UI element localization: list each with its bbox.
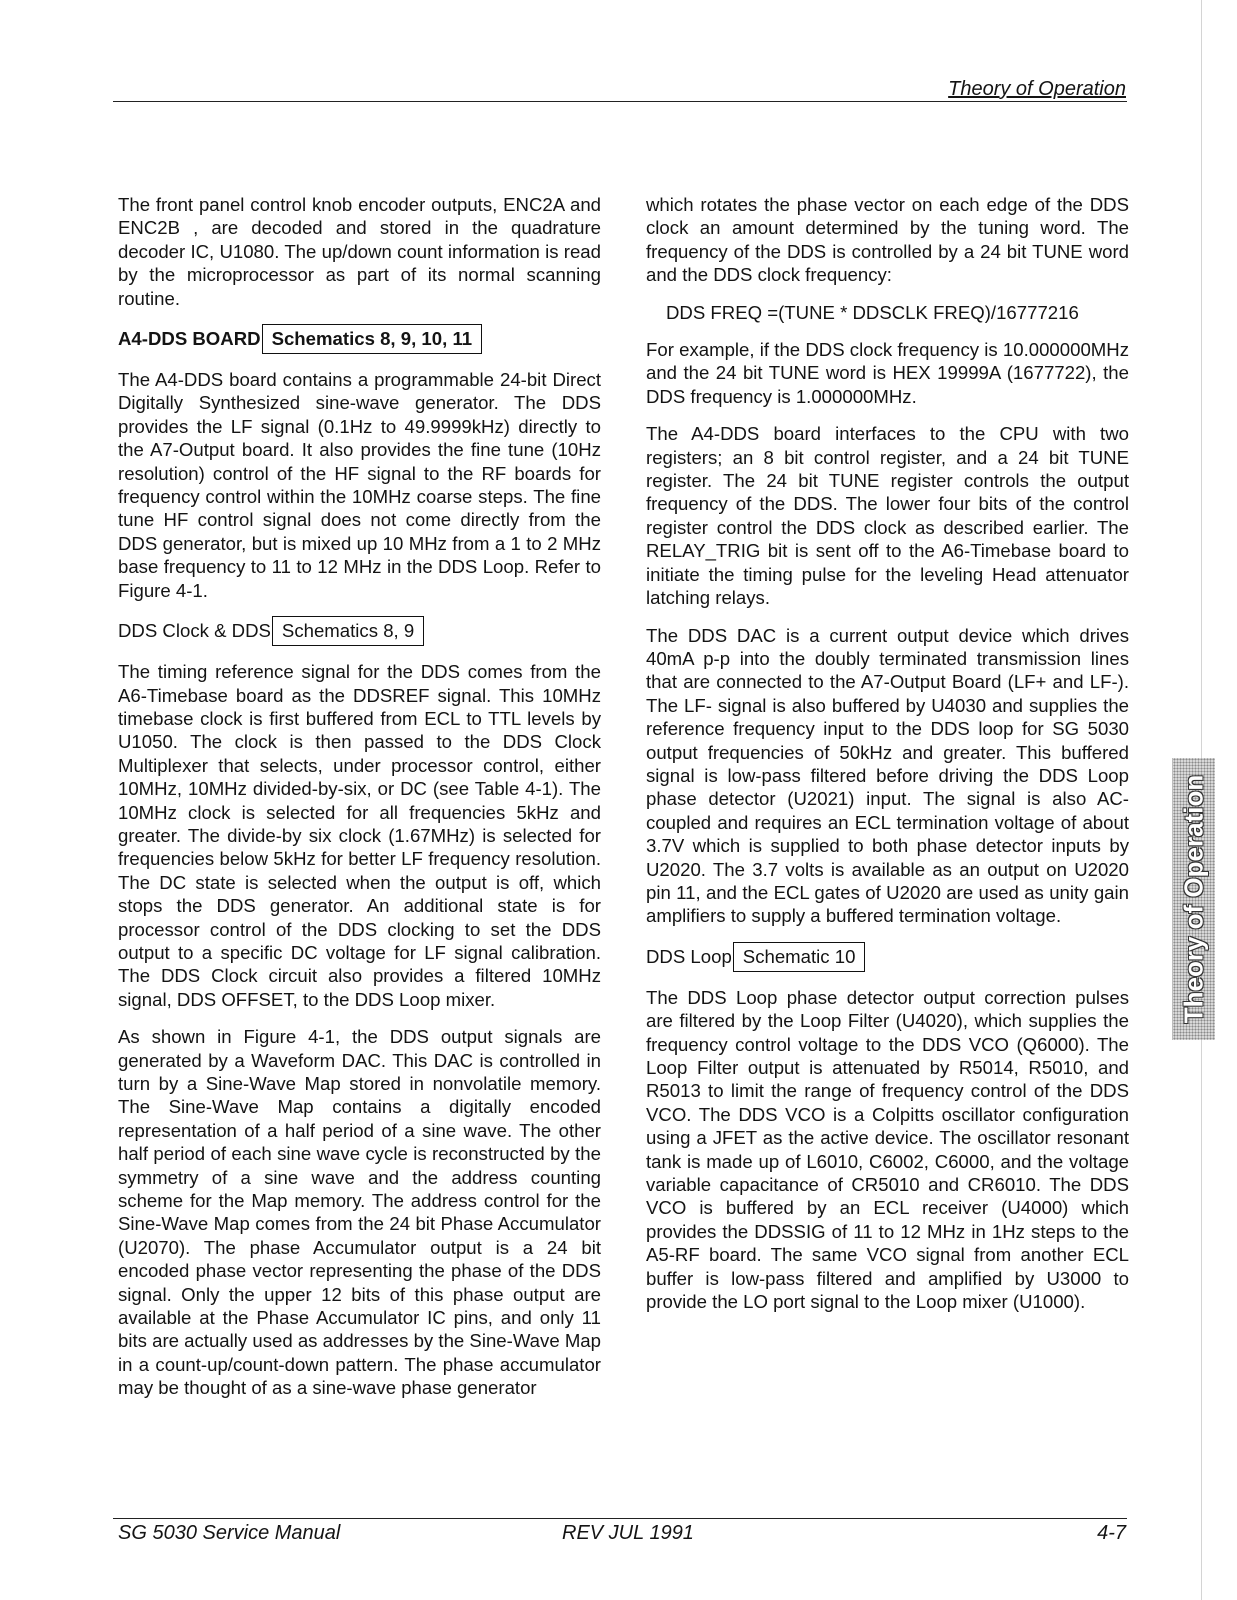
- header-rule: [113, 101, 1127, 102]
- a4-dds-paragraph: The A4-DDS board contains a programmable 24-bit Direct Digitally Synthesized sine-wave generator. The DDS provides the LF signal (0.1Hz to 49.9999kHz) directly to the A7-Output board. It also provides the fine tune (10Hz resolution) control of the HF signal to the RF boards for frequency control within the 10MHz coarse steps. The fine tune HF control signal does not come directly from the DDS generator, but is mixed up 10 MHz from a 1 to 2 MHz base frequency to 11 to 12 MHz in the DDS Loop. Refer to Figure 4-1.: [118, 369, 601, 601]
- footer-manual-title: SG 5030 Service Manual: [118, 1522, 341, 1544]
- chapter-thumb-tab-label: Theory of Operation: [1178, 774, 1209, 1024]
- schematic-reference-box: Schematics 8, 9: [272, 616, 424, 646]
- dds-loop-paragraph: The DDS Loop phase detector output correction pulses are filtered by the Loop Filter (U4020), which supplies the frequency control voltage to the DDS VCO (Q6000). The Loop Filter output is attenuated by R5014, R5010, and R5013 to limit the range of frequency control of the DDS VCO. The DDS VCO is a Colpitts oscillator configuration using a JFET as the active device. The oscillator resonant tank is made up of L6010, C6002, C6000, and the voltage variable capacitance of CR5010 and CR6010. The DDS VCO is buffered by an ECL receiver (U4000) which provides the DDSSIG of 11 to 12 MHz in 1Hz steps to the A5-RF board. The same VCO signal from another ECL buffer is low-pass filtered and amplified by U3000 to provide the LO port signal to the Loop mixer (U1000).: [646, 986, 1129, 1313]
- schematic-reference-box: Schematics 8, 9, 10, 11: [262, 324, 483, 354]
- section-title: A4-DDS BOARD: [118, 328, 261, 350]
- schematic-reference-box: Schematic 10: [733, 942, 866, 972]
- section-title: DDS Loop: [646, 945, 732, 967]
- cpu-interface-paragraph: The A4-DDS board interfaces to the CPU with two registers; an 8 bit control register, and a 24 bit TUNE register. The 24 bit TUNE register controls the output frequency of the DDS. The lower four bits of the control register control the DDS clock as described earlier. The RELAY_TRIG bit is sent off to the A6-Timebase board to initiate the timing pulse for the leveling Head attenuator latching relays.: [646, 423, 1129, 609]
- section-heading-dds-clock: [118, 616, 601, 646]
- left-column: [118, 193, 601, 1414]
- footer-rule: [113, 1518, 1127, 1519]
- section-heading-a4-dds-board: [118, 324, 601, 354]
- footer-revision: REV JUL 1991: [562, 1522, 694, 1544]
- page-number: 4-7: [1097, 1522, 1126, 1544]
- intro-paragraph: The front panel control knob encoder outputs, ENC2A and ENC2B , are decoded and stored in the quadrature decoder IC, U1080. The up/down count information is read by the microprocessor as part of its normal scanning routine.: [118, 194, 601, 309]
- dds-dac-paragraph: The DDS DAC is a current output device which drives 40mA p-p into the doubly terminated transmission lines that are connected to the A7-Output Board (LF+ and LF-). The LF- signal is also buffered by U4030 and supplies the reference frequency input to the DDS loop for SG 5030 output frequencies of 50kHz and greater. This buffered signal is low-pass filtered before driving the DDS Loop phase detector (U2021) input. The signal is also AC-coupled and requires an ECL termination voltage of about 3.7V which is supplied to both phase detector inputs by U2020. The 3.7 volts is available as an output on U2020 pin 11, and the ECL gates of U2020 are used as unity gain amplifiers to supply a buffered termination voltage.: [646, 624, 1129, 927]
- right-column: [646, 193, 1129, 1327]
- dds-clock-paragraph: The timing reference signal for the DDS comes from the A6-Timebase board as the DDSREF signal. This 10MHz timebase clock is first buffered from ECL to TTL levels by U1050. The clock is then passed to the DDS Clock Multiplexer that selects, under processor control, either 10MHz, 10MHz divided-by-six, or DC (see Table 4-1). The 10MHz clock is selected for all frequencies 5kHz and greater. The divide-by six clock (1.67MHz) is selected for frequencies below 5kHz for better LF frequency resolution. The DC state is selected when the output is off, which stops the DDS generator. An additional state is for processor control of the DDS clocking to set the DDS output to a specific DC voltage for LF signal calibration. The DDS Clock circuit also provides a filtered 10MHz signal, DDS OFFSET, to the DDS Loop mixer.: [118, 661, 601, 1010]
- running-header-title: Theory of Operation: [948, 78, 1126, 100]
- chapter-thumb-tab: [1172, 758, 1215, 1040]
- section-title: DDS Clock & DDS: [118, 620, 271, 642]
- waveform-dac-paragraph: As shown in Figure 4-1, the DDS output signals are generated by a Waveform DAC. This DAC is controlled in turn by a Sine-Wave Map stored in nonvolatile memory. The Sine-Wave Map contains a digitally encoded representation of a half period of a sine wave. The other half period of each sine wave cycle is reconstructed by the symmetry of a sine wave and the address counting scheme for the Map memory. The address control for the Sine-Wave Map comes from the 24 bit Phase Accumulator (U2070). The phase Accumulator output is a 24 bit encoded phase vector representing the phase of the DDS signal. Only the upper 12 bits of this phase output are available at the Phase Accumulator IC pins, and only 11 bits are actually used as addresses by the Sine-Wave Map in a count-up/count-down pattern. The phase accumulator may be thought of as a sine-wave phase generator: [118, 1026, 601, 1399]
- example-paragraph: For example, if the DDS clock frequency is 10.000000MHz and the 24 bit TUNE word is HEX 19999A (1677722), the DDS frequency is 1.000000MHz.: [646, 339, 1129, 407]
- dds-frequency-formula: DDS FREQ =(TUNE * DDSCLK FREQ)/16777216: [666, 301, 1079, 323]
- section-heading-dds-loop: [646, 942, 1129, 972]
- phase-vector-paragraph: which rotates the phase vector on each edge of the DDS clock an amount determined by the tuning word. The frequency of the DDS is controlled by a 24 bit TUNE word and the DDS clock frequency:: [646, 194, 1129, 286]
